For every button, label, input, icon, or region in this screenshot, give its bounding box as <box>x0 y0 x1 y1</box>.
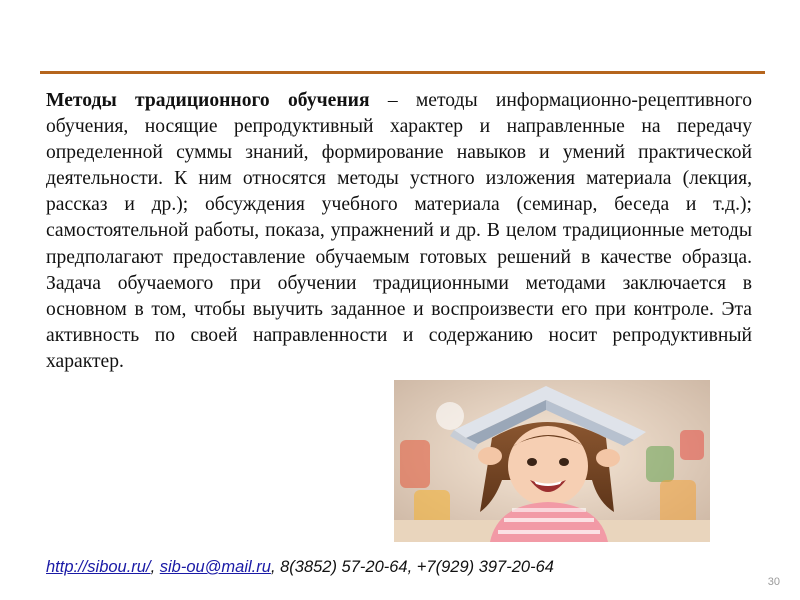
footer-separator: , <box>150 558 160 576</box>
main-paragraph <box>46 88 752 375</box>
footer-contacts <box>46 558 554 577</box>
paragraph-lead-term: Методы традиционного обучения <box>46 90 370 111</box>
page-number: 30 <box>767 576 780 588</box>
top-divider <box>40 71 765 74</box>
girl-with-book-photo <box>394 380 710 542</box>
email-link[interactable]: sib-ou@mail.ru <box>159 558 271 576</box>
phone-numbers: , 8(3852) 57-20-64, +7(929) 397-20-64 <box>270 558 554 576</box>
site-link[interactable]: http://sibou.ru/ <box>46 558 151 576</box>
paragraph-body: – методы информационно-рецептивного обучения, носящие репродуктивный характер и направленные на передачу определенной суммы знаний, формирование навыков и умений практической деятельности. К ним относятся методы устного изложения материала (лекция, рассказ и др.); обсуждения учебного материала (семинар, беседа и т.д.); самостоятельной работы, показа, упражнений и др. В целом традиционные методы предполагают предоставление обучаемым готовых решений в качестве образца. Задача обучаемого при обучении традиционными методами заключается в основном в том, чтобы выучить заданное и воспроизвести его при контроле. Эта активность по своей направленности и содержанию носит репродуктивный характер. <box>46 90 752 372</box>
photo-illustration <box>394 380 710 542</box>
